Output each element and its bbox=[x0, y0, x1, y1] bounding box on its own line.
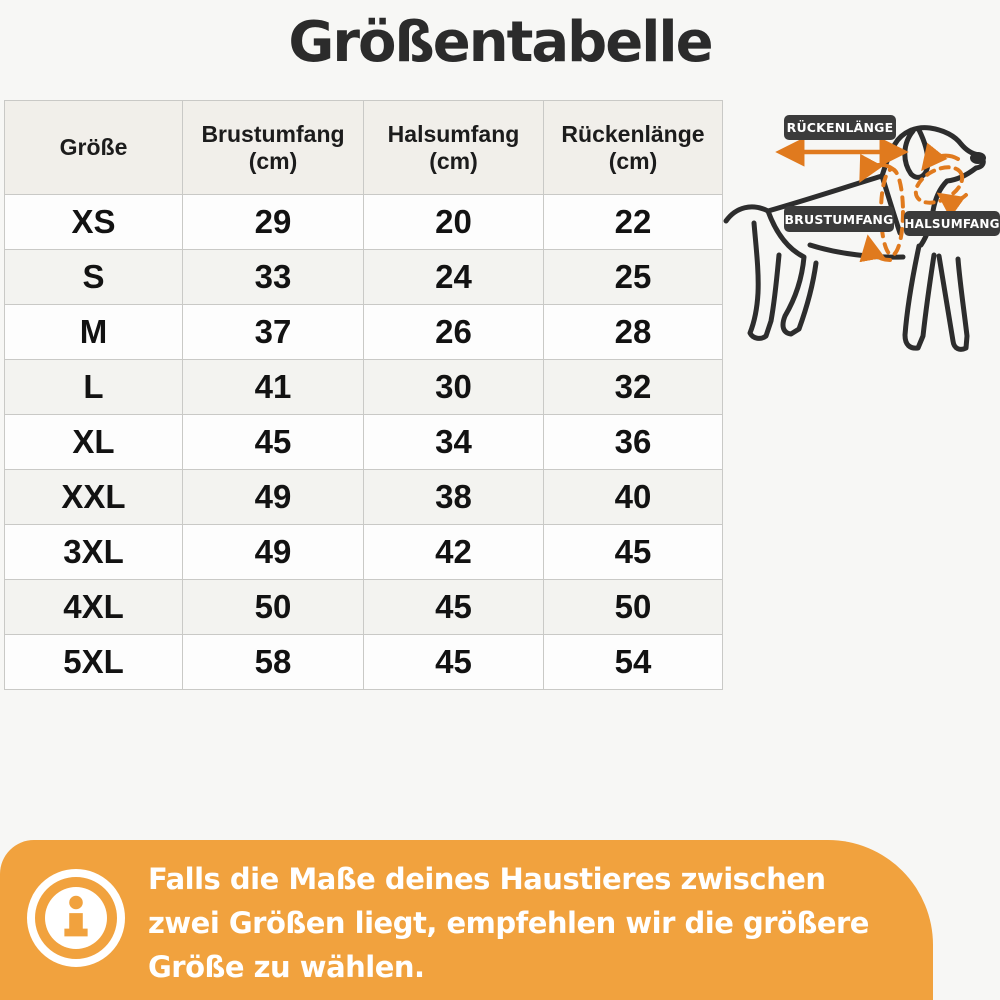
neck-girth-label-chip: HALSUMFANG bbox=[904, 211, 1000, 236]
chest-girth-label-chip: BRUSTUMFANG bbox=[784, 206, 894, 232]
back-length-label-chip: RÜCKENLÄNGE bbox=[784, 115, 896, 140]
table-row bbox=[5, 580, 723, 635]
table-header-row bbox=[5, 101, 723, 195]
size-cell: XS bbox=[5, 195, 183, 250]
value-cell: 30 bbox=[364, 360, 544, 415]
col-header-rueckenlaenge: Rückenlänge (cm) bbox=[544, 101, 723, 195]
size-cell: XL bbox=[5, 415, 183, 470]
value-cell: 41 bbox=[183, 360, 364, 415]
value-cell: 49 bbox=[183, 525, 364, 580]
value-cell: 26 bbox=[364, 305, 544, 360]
value-cell: 45 bbox=[364, 580, 544, 635]
table-row bbox=[5, 360, 723, 415]
value-cell: 20 bbox=[364, 195, 544, 250]
size-cell: 5XL bbox=[5, 635, 183, 690]
value-cell: 28 bbox=[544, 305, 723, 360]
sizing-note-line: zwei Größen liegt, empfehlen wir die größere bbox=[148, 906, 869, 940]
value-cell: 25 bbox=[544, 250, 723, 305]
value-cell: 45 bbox=[364, 635, 544, 690]
col-header-halsumfang: Halsumfang (cm) bbox=[364, 101, 544, 195]
col-header-groesse: Größe bbox=[5, 101, 183, 195]
value-cell: 50 bbox=[183, 580, 364, 635]
size-cell: 4XL bbox=[5, 580, 183, 635]
sizing-note-line: Größe zu wählen. bbox=[148, 950, 425, 984]
table-row bbox=[5, 305, 723, 360]
col-header-brustumfang: Brustumfang (cm) bbox=[183, 101, 364, 195]
neck-girth-dashed bbox=[910, 160, 968, 210]
value-cell: 58 bbox=[183, 635, 364, 690]
size-cell: M bbox=[5, 305, 183, 360]
size-cell: XXL bbox=[5, 470, 183, 525]
table-row bbox=[5, 470, 723, 525]
page-title: Größentabelle bbox=[288, 10, 712, 75]
size-table bbox=[4, 100, 723, 690]
value-cell: 37 bbox=[183, 305, 364, 360]
dog-nose bbox=[970, 152, 986, 164]
value-cell: 40 bbox=[544, 470, 723, 525]
value-cell: 36 bbox=[544, 415, 723, 470]
info-i-glyph bbox=[45, 886, 107, 950]
value-cell: 24 bbox=[364, 250, 544, 305]
value-cell: 49 bbox=[183, 470, 364, 525]
table-row bbox=[5, 635, 723, 690]
value-cell: 29 bbox=[183, 195, 364, 250]
size-cell: 3XL bbox=[5, 525, 183, 580]
sizing-note-line: Falls die Maße deines Haustieres zwischen bbox=[148, 862, 826, 896]
table-row bbox=[5, 525, 723, 580]
value-cell: 32 bbox=[544, 360, 723, 415]
sizing-note bbox=[148, 857, 923, 989]
size-cell: S bbox=[5, 250, 183, 305]
info-icon-inner-disc bbox=[45, 887, 107, 949]
value-cell: 34 bbox=[364, 415, 544, 470]
table-row bbox=[5, 195, 723, 250]
value-cell: 22 bbox=[544, 195, 723, 250]
dog-measurement-diagram bbox=[720, 95, 1000, 385]
info-icon bbox=[27, 869, 125, 967]
value-cell: 50 bbox=[544, 580, 723, 635]
value-cell: 33 bbox=[183, 250, 364, 305]
value-cell: 54 bbox=[544, 635, 723, 690]
table-row bbox=[5, 250, 723, 305]
value-cell: 45 bbox=[544, 525, 723, 580]
neck-arrow-top bbox=[926, 156, 958, 165]
table-row bbox=[5, 415, 723, 470]
value-cell: 38 bbox=[364, 470, 544, 525]
value-cell: 42 bbox=[364, 525, 544, 580]
value-cell: 45 bbox=[183, 415, 364, 470]
size-cell: L bbox=[5, 360, 183, 415]
